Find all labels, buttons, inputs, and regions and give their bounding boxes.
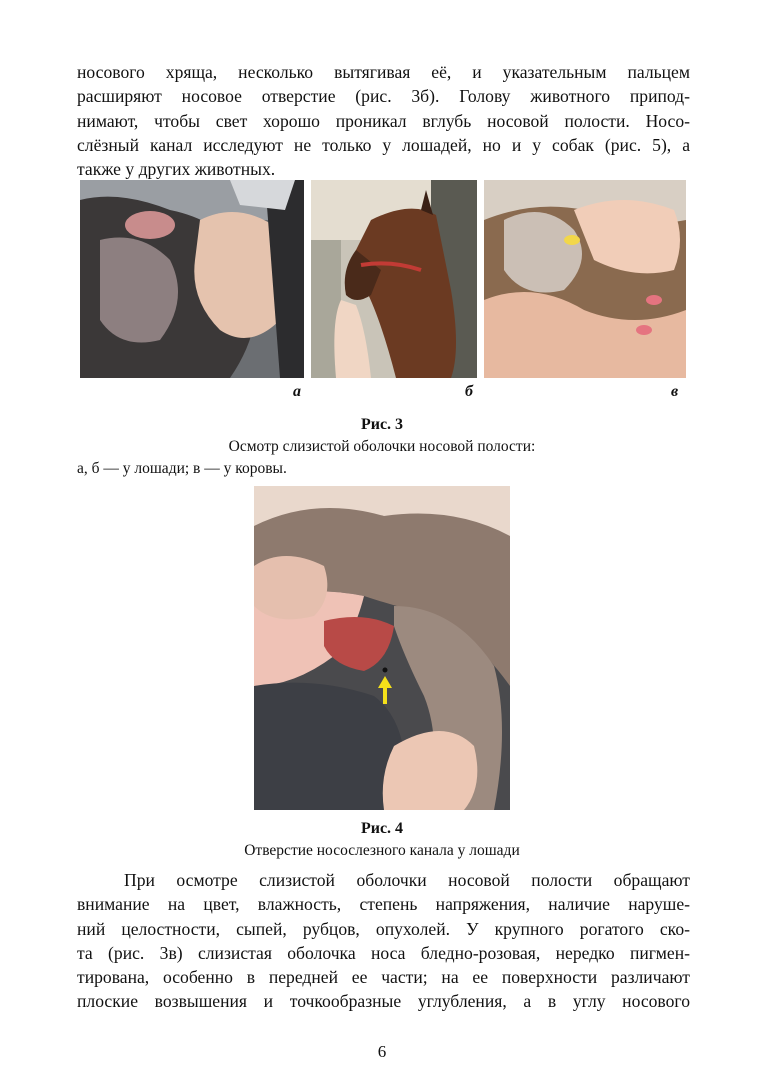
figure3-label-a: а xyxy=(293,383,301,400)
text-line: носового хряща, несколько вытягивая её, и указательным пальцем xyxy=(77,62,690,82)
figure4-title: Рис. 4 xyxy=(360,820,404,837)
figure3-label-c: в xyxy=(671,383,679,400)
figure3-caption-detail xyxy=(77,460,287,478)
text-line: слёзный канал исследуют не только у лошадей, но и у собак (рис. 5), а xyxy=(77,134,690,155)
text-line: При осмотре слизистой оболочки носовой полости обращают xyxy=(124,870,690,890)
text-line: ний целостности, сыпей, рубцов, опухолей. У крупного рогатого ско- xyxy=(77,918,690,939)
text-line: плоские возвышения и точкообразные углубления, а в углу носового xyxy=(77,991,690,1012)
figure4-caption: Отверстие носослезного канала у лошади xyxy=(244,842,520,859)
text-line: также у других животных. xyxy=(77,159,276,180)
figure3-caption-detail-text: а, б — у лошади; в — у коровы. xyxy=(77,460,287,477)
page-number: 6 xyxy=(377,1042,387,1061)
figure3-photo-b xyxy=(311,180,477,378)
paragraph-top xyxy=(77,60,690,181)
figure3-title: Рис. 3 xyxy=(360,416,404,433)
text-line: нимают, чтобы свет хорошо проникал вглубь носовой полости. Носо- xyxy=(77,110,690,131)
figure3-photo-c xyxy=(484,180,686,378)
paragraph-bottom xyxy=(77,868,690,1014)
figure3-label-b: б xyxy=(465,383,473,400)
text-line: расширяют носовое отверстие (рис. 3б). Голову животного припод- xyxy=(77,86,690,107)
figure3-caption: Осмотр слизистой оболочки носовой полости: xyxy=(228,438,536,455)
text-line: тирована, особенно в передней ее части; на ее поверхности различают xyxy=(77,967,690,988)
figure4-photo xyxy=(254,486,510,810)
text-line: та (рис. 3в) слизистая оболочка носа бледно-розовая, нередко пигмен- xyxy=(77,942,690,963)
figure3-photo-a xyxy=(80,180,304,378)
text-line: внимание на цвет, влажность, степень напряжения, наличие наруше- xyxy=(77,894,690,915)
